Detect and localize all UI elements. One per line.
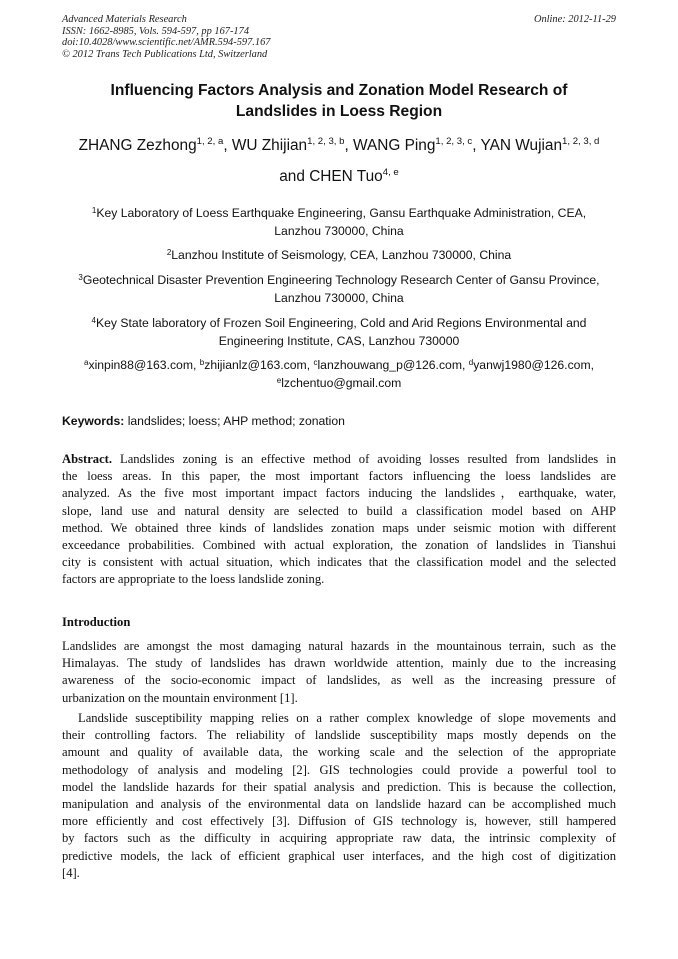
introduction-paragraph-2 [62, 710, 616, 882]
affiliation-text: Lanzhou 730000, China [274, 224, 404, 238]
affiliation-text: Key State laboratory of Frozen Soil Engineering, Cold and Arid Regions Environmental and [95, 316, 587, 330]
affiliation-text: Lanzhou Institute of Seismology, CEA, Lanzhou 730000, China [171, 248, 512, 262]
author-affiliation-mark: 1, 2, 3, b [307, 136, 345, 147]
paragraph-line: more efficiently and cost effectively [3]. Diffusion of GIS technology is, however, still hampered [62, 814, 616, 829]
paragraph-line: Himalayas. The study of landslides has drawn worldwide attention, mainly due to the increasing [62, 656, 616, 671]
affiliation-1 [58, 205, 620, 240]
abstract-line: exceedance probabilities. Combined with actual exploration, the zonation of landslides in Tianshui [62, 538, 616, 553]
email-mark: e [276, 376, 282, 385]
author-name: and CHEN Tuo [279, 168, 383, 185]
affiliation-mark: 2 [166, 248, 172, 257]
email-address: zhijianlz@163.com, [204, 358, 314, 372]
title-line-1: Influencing Factors Analysis and Zonation Model Research of [110, 82, 568, 99]
email-mark: c [313, 358, 318, 367]
affiliation-text: Lanzhou 730000, China [274, 291, 404, 305]
email-mark: b [199, 358, 205, 367]
paragraph-line: their controlling factors. The reliability of landslide susceptibility maps mostly depends on the [62, 728, 616, 743]
paragraph-line: model the landslide hazards for their spatial analysis and prediction. This is because the collection, [62, 779, 616, 794]
copyright-line: © 2012 Trans Tech Publications Ltd, Switzerland [62, 48, 268, 60]
paragraph-line: Landslides are amongst the most damaging natural hazards in the mountainous terrain, such as the [62, 639, 616, 653]
affiliation-4 [58, 315, 620, 350]
affiliation-text: Geotechnical Disaster Prevention Engineering Technology Research Center of Gansu Province, [82, 273, 600, 287]
abstract-line: the loess areas. In this paper, the most important factors influencing the loess landslides are [62, 469, 616, 484]
abstract-line: Landslides zoning is an effective method of avoiding losses resulted from landslides in [112, 452, 616, 466]
affiliation-mark: 3 [78, 273, 83, 282]
keywords [62, 413, 616, 429]
journal-header [62, 14, 616, 60]
author-name: , WU Zhijian [223, 137, 308, 154]
email-address: lanzhouwang_p@126.com, [317, 358, 469, 372]
email-mark: d [468, 358, 474, 367]
abstract-line: analyzed. As the five most important impact factors inducing the landslides，earthquake, water, [62, 486, 616, 501]
author-affiliation-mark: 1, 2, a [196, 136, 224, 147]
author-affiliation-mark: 4, e [382, 167, 399, 178]
paper-title [62, 80, 616, 122]
abstract-line: factors are appropriate to the loess landslide zoning. [62, 572, 325, 587]
abstract-label: Abstract. [62, 452, 113, 466]
paragraph-line: predictive models, the lack of efficient graphical user interfaces, and the high cost of digitization [62, 848, 616, 863]
affiliation-mark: 1 [91, 206, 97, 215]
affiliation-text: Key Laboratory of Loess Earthquake Engineering, Gansu Earthquake Administration, CEA, [96, 206, 587, 220]
introduction-paragraph-1 [62, 638, 616, 707]
doi-line: doi:10.4028/www.scientific.net/AMR.594-597.167 [62, 37, 271, 49]
keywords-text: landslides; loess; AHP method; zonation [124, 414, 345, 428]
author-emails [58, 357, 620, 393]
paragraph-line: amount and quality of available data, the working scale and the selection of the appropriate [62, 745, 616, 760]
paragraph-line: by factors such as the difficulty in acquiring appropriate raw data, the intrinsic complexity of [62, 831, 616, 846]
section-heading-introduction: Introduction [62, 615, 131, 629]
email-address: yanwj1980@126.com, [473, 358, 594, 372]
author-name: , WANG Ping [344, 137, 436, 154]
authors-line-2 [50, 162, 628, 193]
paragraph-line: manipulation and analysis of the environmental data on landslide hazard can be accomplished much [62, 797, 616, 812]
title-line-2: Landslides in Loess Region [235, 103, 443, 120]
paragraph-line: Landslide susceptibility mapping relies on a rather complex knowledge of slope movements and [78, 711, 616, 725]
author-list [50, 131, 628, 193]
paragraph-line: [4]. [62, 865, 80, 880]
abstract-line: method. We obtained three kinds of landslides zonation maps under seismic motion with different [62, 520, 616, 535]
abstract-line: city is consistent with actual situation, which indicates that the classification model and the selected [62, 555, 616, 570]
abstract-line: slope, land use and natural density are selected to build a classification model based on AHP [62, 503, 616, 518]
paragraph-line: methodology of analysis and modeling [2]. GIS technologies could provide a powerful tool to [62, 762, 616, 777]
paragraph-line: awareness of the socio-economic impact of landslides, as well as the increasing pressure of [62, 673, 616, 688]
journal-name: Advanced Materials Research [62, 14, 187, 25]
online-date: Online: 2012-11-29 [533, 14, 616, 25]
email-address: xinpin88@163.com, [88, 358, 200, 372]
keywords-label: Keywords: [62, 414, 125, 428]
abstract [62, 451, 616, 589]
affiliation-2 [58, 247, 620, 265]
affiliation-text: Engineering Institute, CAS, Lanzhou 730000 [218, 334, 460, 348]
email-address: lzchentuo@gmail.com [281, 376, 402, 390]
paragraph-line: urbanization on the mountain environment [1]. [62, 690, 298, 705]
author-name: , YAN Wujian [472, 137, 563, 154]
issn-line: ISSN: 1662-8985, Vols. 594-597, pp 167-174 [62, 25, 250, 37]
author-affiliation-mark: 1, 2, 3, c [435, 136, 473, 147]
author-affiliation-mark: 1, 2, 3, d [562, 136, 600, 147]
authors-line-1 [50, 131, 628, 162]
affiliation-3 [58, 272, 620, 307]
email-mark: a [84, 358, 89, 367]
affiliation-mark: 4 [91, 316, 96, 325]
author-name: ZHANG Zezhong [78, 137, 197, 154]
